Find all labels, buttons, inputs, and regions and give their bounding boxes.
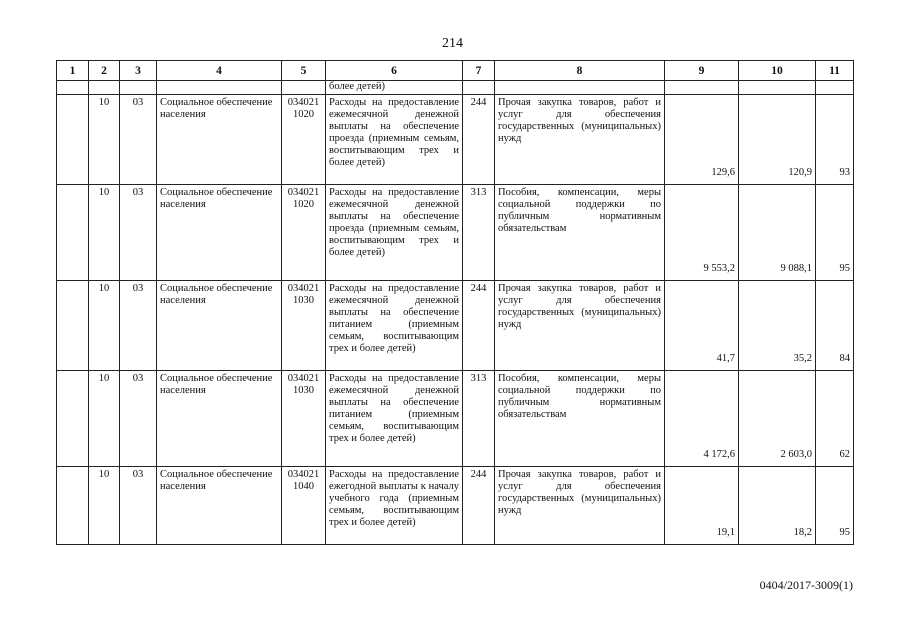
section-name-cell: Социальное обеспечение населения [157,371,282,467]
section-cell: 10 [89,281,120,371]
expense-type-cell: 313 [463,371,495,467]
percent-cell: 95 [816,185,854,281]
planned-amount-cell: 4 172,6 [665,371,739,467]
expense-description-cell: Расходы на предоставление ежемесячной денежной выплаты на обеспечение проезда (приемным семьям, воспитывающим трех и более детей) [326,95,463,185]
column-header: 9 [665,61,739,81]
column-header: 4 [157,61,282,81]
subsection-cell: 03 [120,371,157,467]
expense-type-name-cell: Прочая закупка товаров, работ и услуг для обеспечения государственных (муниципальных) нужд [495,95,665,185]
section-name-cell: Социальное обеспечение населения [157,467,282,545]
expense-type-name-cell: Пособия, компенсации, меры социальной поддержки по публичным нормативным обязательствам [495,371,665,467]
expense-type-name-cell: Пособия, компенсации, меры социальной поддержки по публичным нормативным обязательствам [495,185,665,281]
expense-description-cell: Расходы на предоставление ежемесячной денежной выплаты на обеспечение проезда (приемным семьям, воспитывающим трех и более детей) [326,185,463,281]
planned-amount-cell: 19,1 [665,467,739,545]
expense-type-cell: 244 [463,281,495,371]
section-name-cell: Социальное обеспечение населения [157,95,282,185]
table-row [57,371,854,467]
expense-description-cell: Расходы на предоставление ежегодной выплаты к началу учебного года (приемным семьям, воспитывающим трех и более детей) [326,467,463,545]
continuation-row [57,81,854,95]
table-row [57,95,854,185]
expense-description-cell: Расходы на предоставление ежемесячной денежной выплаты на обеспечение питанием (приемным семьям, воспитывающим трех и более детей) [326,371,463,467]
planned-amount-cell: 9 553,2 [665,185,739,281]
section-cell: 10 [89,95,120,185]
subsection-cell: 03 [120,281,157,371]
column-header: 5 [282,61,326,81]
percent-cell: 93 [816,95,854,185]
column-header: 11 [816,61,854,81]
target-code-cell: 034021 1040 [282,467,326,545]
subsection-cell: 03 [120,467,157,545]
actual-amount-cell: 18,2 [739,467,816,545]
percent-cell: 62 [816,371,854,467]
column-header: 8 [495,61,665,81]
header-row [57,61,854,81]
actual-amount-cell: 35,2 [739,281,816,371]
column-header: 1 [57,61,89,81]
budget-table [56,60,854,545]
table-row [57,467,854,545]
planned-amount-cell: 129,6 [665,95,739,185]
percent-cell: 95 [816,467,854,545]
column-header: 7 [463,61,495,81]
continuation-cell: более детей) [326,81,463,95]
target-code-cell: 034021 1030 [282,371,326,467]
column-header: 3 [120,61,157,81]
expense-type-name-cell: Прочая закупка товаров, работ и услуг для обеспечения государственных (муниципальных) нужд [495,467,665,545]
subsection-cell: 03 [120,95,157,185]
section-name-cell: Социальное обеспечение населения [157,281,282,371]
actual-amount-cell: 9 088,1 [739,185,816,281]
percent-cell: 84 [816,281,854,371]
planned-amount-cell: 41,7 [665,281,739,371]
expense-type-name-cell: Прочая закупка товаров, работ и услуг для обеспечения государственных (муниципальных) нужд [495,281,665,371]
target-code-cell: 034021 1020 [282,185,326,281]
column-header: 2 [89,61,120,81]
document-code: 0404/2017-3009(1) [759,578,853,592]
expense-type-cell: 313 [463,185,495,281]
table-row [57,185,854,281]
subsection-cell: 03 [120,185,157,281]
section-cell: 10 [89,185,120,281]
table-row [57,281,854,371]
column-header: 10 [739,61,816,81]
target-code-cell: 034021 1030 [282,281,326,371]
expense-description-cell: Расходы на предоставление ежемесячной денежной выплаты на обеспечение питанием (приемным семьям, воспитывающим трех и более детей) [326,281,463,371]
section-name-cell: Социальное обеспечение населения [157,185,282,281]
actual-amount-cell: 120,9 [739,95,816,185]
section-cell: 10 [89,371,120,467]
column-header: 6 [326,61,463,81]
target-code-cell: 034021 1020 [282,95,326,185]
expense-type-cell: 244 [463,95,495,185]
expense-type-cell: 244 [463,467,495,545]
section-cell: 10 [89,467,120,545]
page-number: 214 [442,36,463,51]
actual-amount-cell: 2 603,0 [739,371,816,467]
